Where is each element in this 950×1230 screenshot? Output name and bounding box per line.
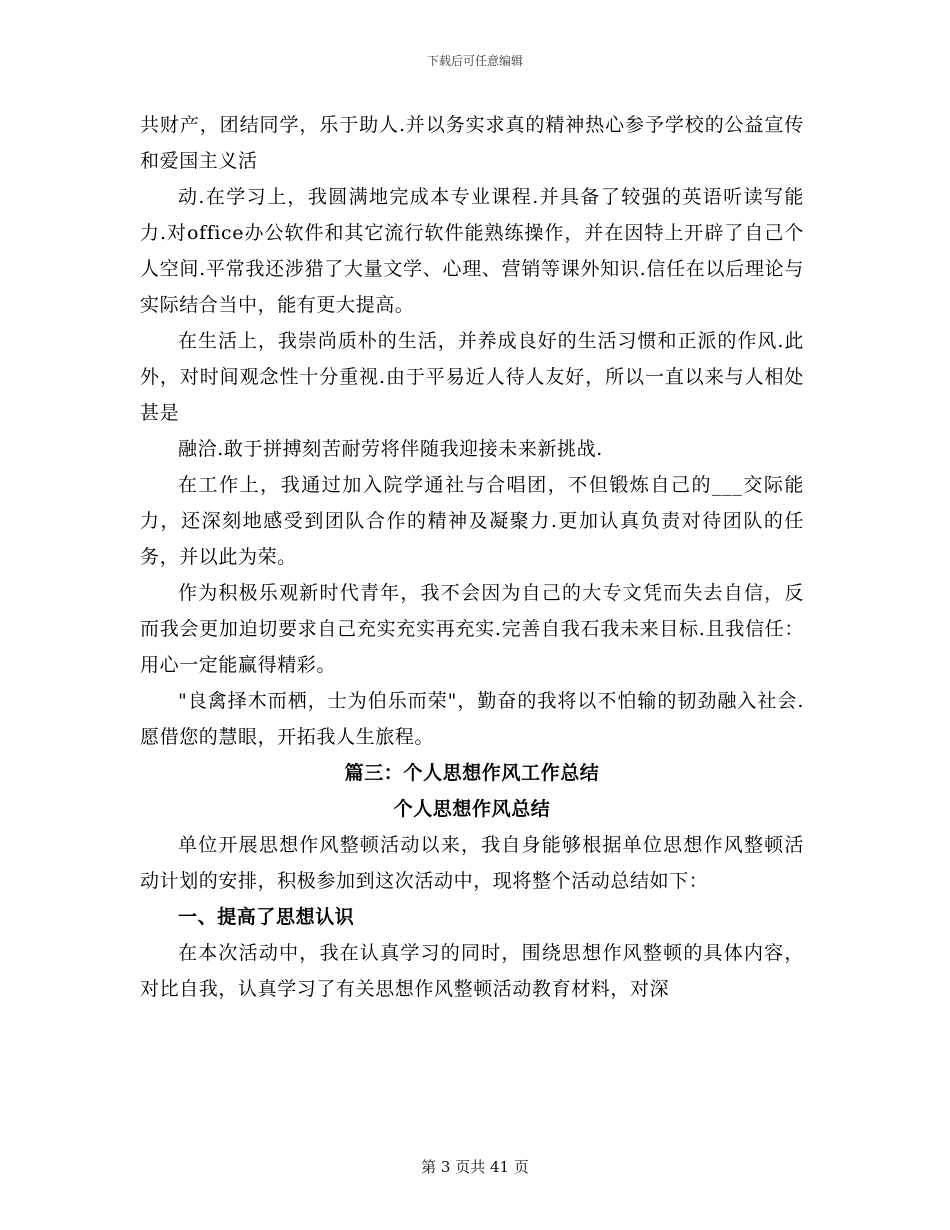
paragraph-1: 共财产，团结同学，乐于助人.并以务实求真的精神热心参予学校的公益宣传和爱国主义活: [140, 114, 804, 172]
section-title: 篇三：个人思想作风工作总结: [344, 762, 600, 784]
page-header: 下载后可任意编辑: [426, 54, 523, 68]
paragraph-3: 在生活上，我崇尚质朴的生活，并养成良好的生活习惯和正派的作风.此外，对时间观念性十分重视.由于平易近人待人友好，所以一直以来与人相处甚是: [140, 330, 804, 424]
paragraph-4: 融洽.敢于拼搏刻苦耐劳将伴随我迎接未来新挑战.: [178, 438, 603, 460]
section-heading-1: 一、提高了思想认识: [178, 906, 355, 928]
paragraph-5: 在工作上，我通过加入院学通社与合唱团，不但锻炼自己的___交际能力，还深刻地感受到团队合作的精神及凝聚力.更加认真负责对待团队的任务，并以此为荣。: [140, 474, 804, 568]
paragraph-2: 动.在学习上，我圆满地完成本专业课程.并具备了较强的英语听读写能力.对office办公软件和其它流行软件能熟练操作，并在因特上开辟了自己个人空间.平常我还涉猎了大量文学、心理、营销等课外知识.信任在以后理论与实际结合当中，能有更大提高。: [140, 186, 804, 316]
document-body: [140, 107, 804, 1007]
page-footer: 第 3 页共 41 页: [421, 1158, 529, 1176]
paragraph-8: 单位开展思想作风整顿活动以来，我自身能够根据单位思想作风整顿活动计划的安排，积极参加到这次活动中，现将整个活动总结如下：: [140, 834, 804, 892]
section-subtitle: 个人思想作风总结: [393, 798, 551, 820]
paragraph-6: 作为积极乐观新时代青年，我不会因为自己的大专文凭而失去自信，反而我会更加迫切要求自己充实充实再充实.完善自我石我未来目标.且我信任：用心一定能赢得精彩。: [140, 582, 804, 676]
paragraph-9: 在本次活动中，我在认真学习的同时，围绕思想作风整顿的具体内容，对比自我，认真学习了有关思想作风整顿活动教育材料，对深: [140, 942, 804, 1000]
paragraph-7: "良禽择木而栖，士为伯乐而荣"，勤奋的我将以不怕输的韧劲融入社会.愿借您的慧眼，开拓我人生旅程。: [140, 690, 804, 748]
